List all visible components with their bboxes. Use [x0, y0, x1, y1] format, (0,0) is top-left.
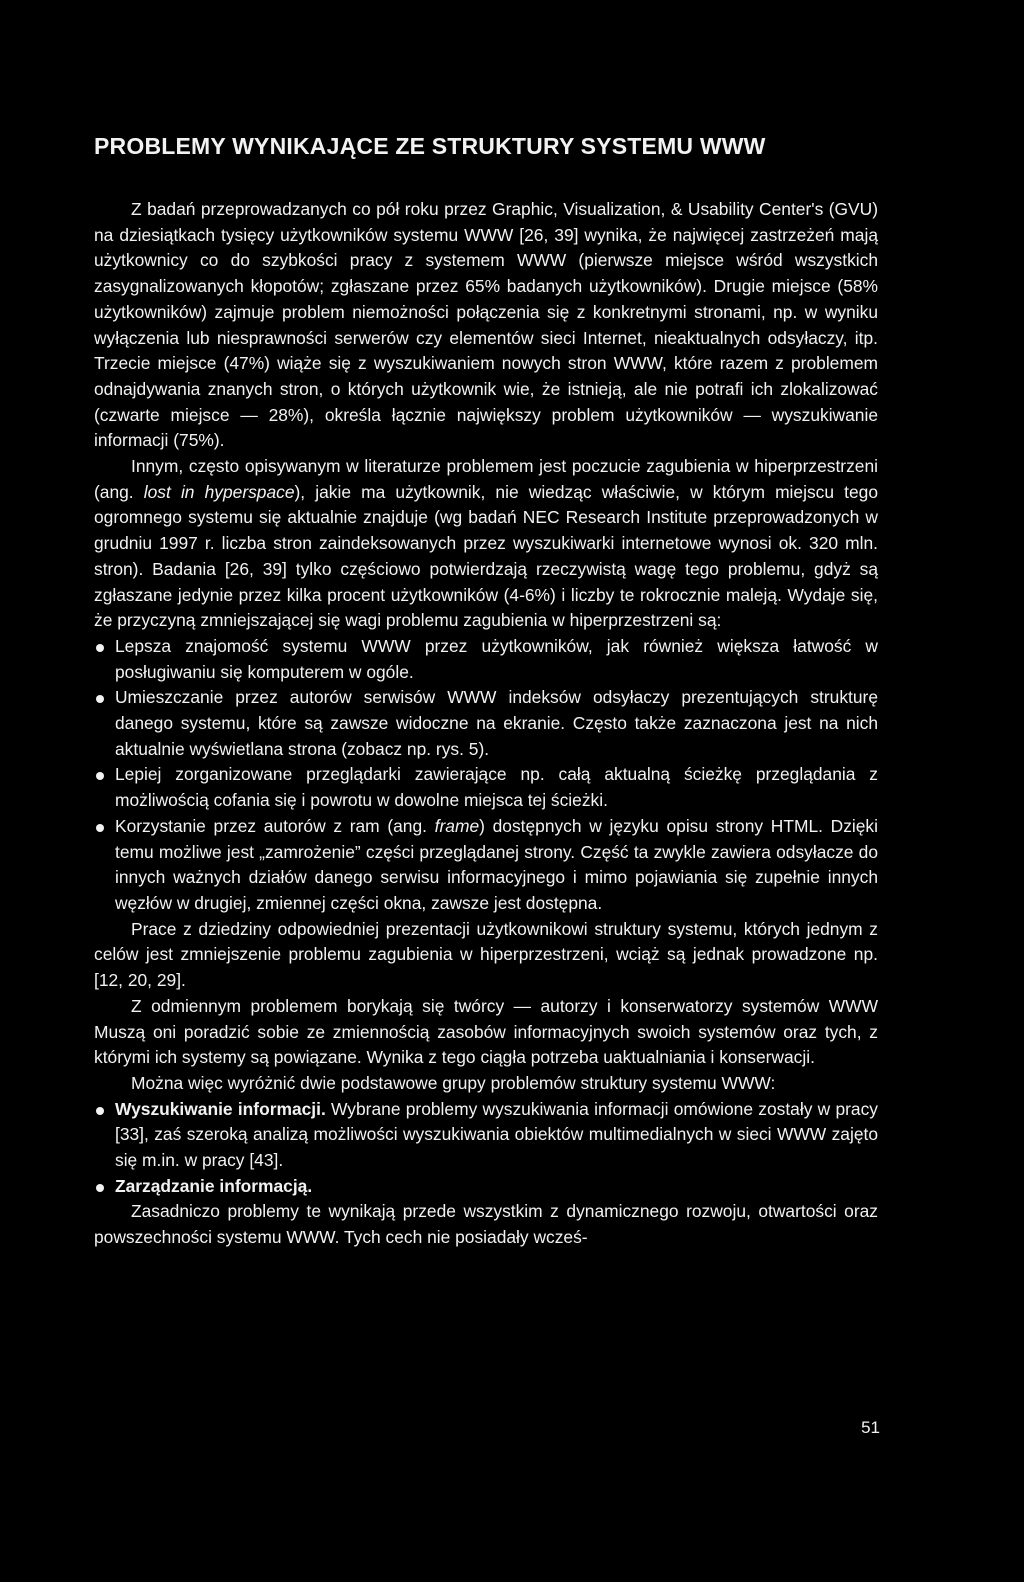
bullet-icon — [96, 695, 104, 703]
paragraph-2-italic-term: lost in hyperspace — [143, 481, 295, 502]
list-item — [94, 814, 878, 917]
page-title: PROBLEMY WYNIKAJĄCE ZE STRUKTURY SYSTEMU WWW — [94, 133, 766, 159]
list-item-text: Wybrane problemy wyszukiwania informacji omówione zostały w pracy [33], zaś szeroką analizą możliwości wyszukiwania obiektów multimedialnych w sieci WWW zajęto się m.in. w pracy [43]. — [115, 1098, 878, 1171]
bullet-icon — [96, 1107, 104, 1115]
bullet-icon — [96, 1184, 104, 1192]
list-item-text-b: ) dostępnych w języku opisu strony HTML. Dzięki temu możliwe jest „zamrożenie” części przeglądanej strony. Część ta zwykle zawiera odsyłacze do innych ważnych działów danego serwisu informacyjnego i mimo pojawiania się zupełnie innych węzłów w drugiej, zmiennej części okna, zawsze jest dostępna. — [115, 815, 878, 913]
paragraph-4: Z odmiennym problemem borykają się twórcy — autorzy i konserwatorzy systemów WWW Muszą oni poradzić sobie ze zmiennością zasobów informacyjnych swoich systemów oraz tych, z którymi ich systemy są powiązane. Wynika z tego ciągła potrzeba uaktualniania i konserwacji. — [94, 995, 878, 1068]
list-item-heading: Zarządzanie informacją. — [115, 1175, 313, 1196]
paragraph-2-text-a: Innym, często opisywanym w literaturze problemem jest poczucie zagubienia w hiperprzestrzeni (ang. — [94, 456, 878, 502]
list-item-text: Lepsza znajomość systemu WWW przez użytkowników, jak również większa łatwość w posługiwaniu się komputerem w ogóle. — [115, 635, 878, 682]
list-item — [94, 762, 878, 813]
list-item-text: Umieszczanie przez autorów serwisów WWW indeksów odsyłaczy prezentujących strukturę danego systemu, które są zawsze widoczne na ekranie. Często także zaznaczona jest na nich aktualnie wyświetlana strona (zobacz np. rys. 5). — [115, 687, 878, 759]
list-item-text: Lepiej zorganizowane przeglądarki zawierające np. całą aktualną ścieżkę przeglądania z możliwością cofania się i powrotu w dowolne miejsca tej ścieżki. — [115, 764, 878, 811]
paragraph-6: Zasadniczo problemy te wynikają przede wszystkim z dynamicznego rozwoju, otwartości oraz powszechności systemu WWW. Tych cech nie posiadały wcześ- — [94, 1201, 878, 1248]
bullet-icon — [96, 824, 104, 832]
list-item — [94, 1174, 878, 1200]
list-item — [94, 634, 878, 685]
causes-list — [94, 634, 878, 917]
page-number: 51 — [861, 1418, 880, 1437]
list-item-heading: Wyszukiwanie informacji. — [115, 1098, 326, 1119]
paragraph-2 — [94, 454, 878, 634]
bullet-icon — [96, 772, 104, 780]
list-item — [94, 1097, 878, 1174]
problem-groups-list — [94, 1097, 878, 1200]
paragraph-2-text-b: ), jakie ma użytkownik, nie wiedząc właściwie, w którym miejscu tego ogromnego systemu się aktualnie znajduje (wg badań NEC Research Institute przeprowadzonych w grudniu 1997 r. liczba stron zaindeksowanych przez wyszukiwarki internetowe wynosi ok. 320 mln. stron). Badania [26, 39] tylko częściowo potwierdzają rzeczywistą wagę tego problemu, gdyż są zgłaszane jedynie przez kilka procent użytkowników (4-6%) i liczby te rokrocznie maleją. Wydaje się, że przyczyną zmniejszającej się wagi problemu zagubienia w hiperprzestrzeni są: — [94, 481, 878, 631]
body-text — [94, 197, 878, 1251]
list-item-italic-term: frame — [434, 815, 480, 836]
bullet-icon — [96, 644, 104, 652]
paragraph-5: Można więc wyróżnić dwie podstawowe grupy problemów struktury systemu WWW: — [131, 1072, 776, 1093]
list-item-text-a: Korzystanie przez autorów z ram (ang. — [115, 815, 435, 836]
paragraph-1: Z badań przeprowadzanych co pół roku przez Graphic, Visualization, & Usability Center's (GVU) na dziesiątkach tysięcy użytkowników systemu WWW [26, 39] wynika, że najwięcej zastrzeżeń mają użytkownicy co do szybkości pracy z systemem WWW (pierwsze miejsce wśród wszystkich zasygnalizowanych kłopotów; zgłaszane przez 65% badanych użytkowników). Drugie miejsce (58% użytkowników) zajmuje problem niemożności połączenia się z konkretnymi stronami, np. w wyniku wyłączenia lub niesprawności serwerów czy elementów sieci Internet, nieaktualnych odsyłaczy, itp. Trzecie miejsce (47%) wiąże się z wyszukiwaniem nowych stron WWW, które razem z problemem odnajdywania znanych stron, o których użytkownik wie, że istnieją, ale nie potrafi ich zlokalizować (czwarte miejsce — 28%), określa łącznie największy problem użytkowników — wyszukiwanie informacji (75%). — [94, 199, 878, 451]
paragraph-3: Prace z dziedziny odpowiedniej prezentacji użytkownikowi struktury systemu, których jednym z celów jest zmniejszenie problemu zagubienia w hiperprzestrzeni, wciąż są jednak prowadzone np. [12, 20, 29]. — [94, 918, 878, 991]
list-item — [94, 685, 878, 762]
